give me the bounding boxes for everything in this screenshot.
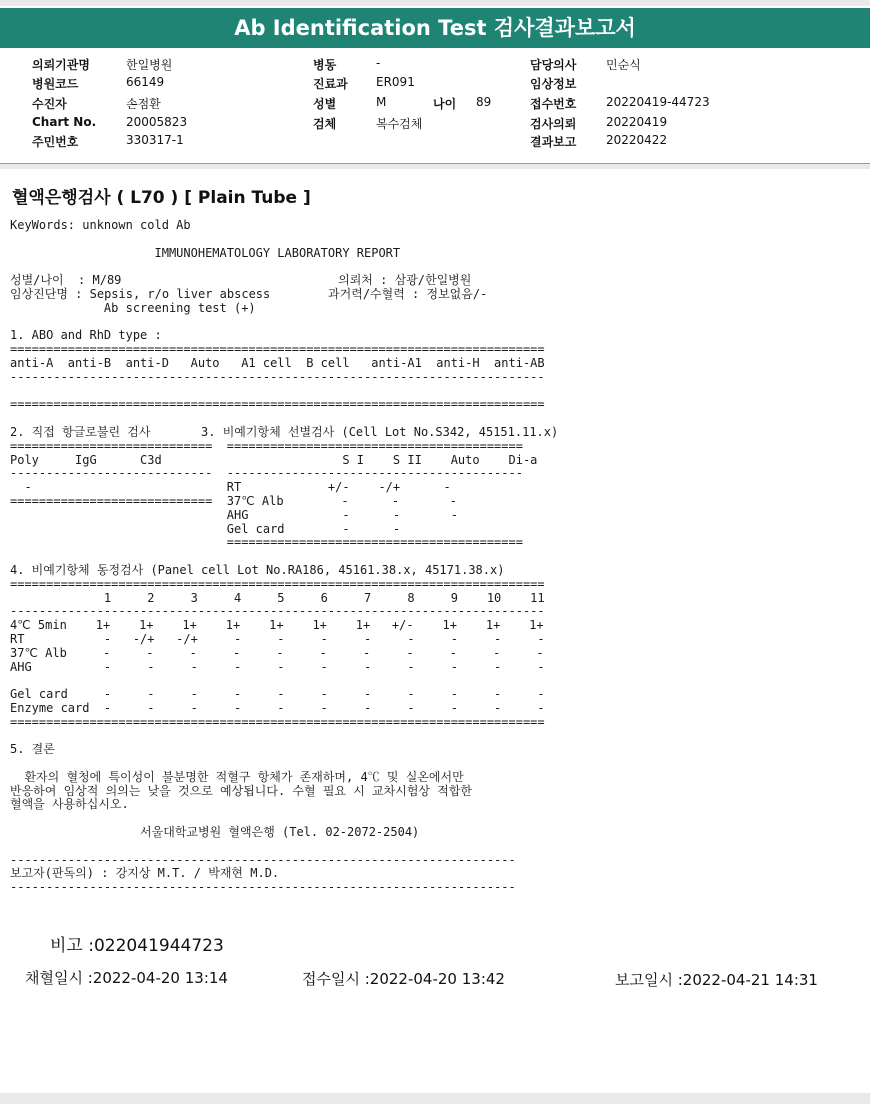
panel-row: Gel card - - - - - - - - - - - (10, 687, 545, 702)
report-datetime-value: 2022-04-21 14:31 (682, 971, 818, 989)
dat-screen-row: - RT +/- -/+ - (10, 480, 451, 495)
ward-label: 병동 (313, 58, 337, 72)
info-line-2: 임상진단명 : Sepsis, r/o liver abscess 과거력/수혈력 : 정보없음/- (10, 286, 488, 301)
request-label: 검사의뢰 (530, 117, 577, 131)
patient-label: 수진자 (32, 97, 67, 111)
institution: 서울대학교병원 혈액은행 (Tel. 02-2072-2504) (10, 825, 420, 840)
dat-screen-row: AHG - - - (10, 507, 458, 522)
abo-rule-mid: -------------------------------------------------------------------------- (10, 369, 545, 384)
dept-label: 진료과 (313, 77, 348, 91)
receipt-datetime (302, 968, 505, 989)
panel-title: 4. 비예기항체 동정검사 (Panel cell Lot No.RA186, 45161.38.x, 45171.38.x) (10, 562, 505, 577)
report-date-label: 결과보고 (530, 135, 577, 149)
abo-rule-top: ========================================================================== (10, 342, 545, 357)
panel-row (10, 674, 558, 688)
dept-value: ER091 (376, 75, 415, 89)
dat-screen-row: ============================ 37℃ Alb - - - (10, 493, 457, 508)
conclusion-line: 반응하여 임상적 의의는 낮을 것으로 예상됩니다. 수혈 필요 시 교차시험상 적합한 (10, 783, 473, 798)
bottom-gray-band (0, 1093, 870, 1104)
clinical-label: 임상정보 (530, 77, 577, 91)
panel-row: 37℃ Alb - - - - - - - - - - - (10, 645, 544, 660)
age-label: 나이 (433, 97, 457, 111)
org-value: 한일병원 (126, 58, 173, 72)
doctor-label: 담당의사 (530, 58, 577, 72)
signature-rule-top: ---------------------------------------------------------------------- (10, 852, 516, 867)
dat-screen-rule-1: ============================ ========================================= (10, 438, 523, 453)
report-date-value: 20220422 (606, 133, 668, 147)
report-datetime-label: 보고일시 : (615, 971, 683, 989)
panel-row: RT - -/+ -/+ - - - - - - - - (10, 631, 545, 646)
conclusion-line: 혈액을 사용하십시오. (10, 797, 129, 812)
abo-rule-bot: ========================================================================== (10, 397, 545, 412)
age-value: 89 (476, 95, 492, 109)
note-label: 비고 : (50, 936, 94, 956)
immunohematology-report (10, 219, 558, 895)
top-gray-band (0, 0, 870, 6)
panel-rule-top: ========================================================================== (10, 576, 545, 591)
receipt-value: 20220419-44723 (606, 95, 710, 109)
chart-label: Chart No. (32, 115, 97, 129)
sex-value: M (376, 95, 387, 109)
dat-screen-rule-2: ---------------------------- ----------------------------------------- (10, 466, 523, 481)
receipt-label: 접수번호 (530, 97, 577, 111)
collect-label: 채혈일시 : (25, 969, 93, 987)
code-label: 병원코드 (32, 77, 79, 91)
org-label: 의뢰기관명 (32, 58, 90, 72)
specimen-value: 복수검체 (376, 117, 423, 131)
specimen-label: 검체 (313, 117, 337, 131)
collect-value: 2022-04-20 13:14 (92, 969, 228, 987)
section-title: 혈액은행검사 ( L70 ) [ Plain Tube ] (12, 188, 311, 208)
note-value: 022041944723 (93, 936, 224, 956)
report-title: Ab Identification Test 검사결과보고서 (0, 8, 870, 48)
note (50, 931, 224, 956)
sex-label: 성별 (313, 97, 337, 111)
panel-row: 4℃ 5min 1+ 1+ 1+ 1+ 1+ 1+ 1+ +/- 1+ 1+ 1+ (10, 618, 544, 633)
panel-row: AHG - - - - - - - - - - - (10, 659, 545, 674)
rrn-label: 주민번호 (32, 135, 79, 149)
keywords: KeyWords: unknown cold Ab (10, 218, 191, 232)
code-value: 66149 (126, 75, 165, 89)
ward-value: - (376, 56, 381, 70)
collect-datetime (25, 967, 228, 988)
conclusion-line: 환자의 혈청에 특이성이 불분명한 적혈구 항체가 존재하며, 4℃ 및 실온에서만 (10, 769, 464, 784)
dat-screen-row: Gel card - - (10, 521, 401, 536)
dat-screen-title: 2. 직접 항글로불린 검사 3. 비예기항체 선별검사 (Cell Lot No.S342, 45151.11.x) (10, 424, 559, 439)
panel-row: Enzyme card - - - - - - - - - - - (10, 700, 545, 715)
rrn-value: 330317-1 (126, 133, 184, 147)
receipt-datetime-label: 접수일시 : (302, 970, 370, 988)
panel-header: 1 2 3 4 5 6 7 8 9 10 11 (10, 590, 545, 605)
dat-screen-rule-3: ========================================= (10, 535, 523, 550)
request-value: 20220419 (606, 115, 668, 129)
receipt-datetime-value: 2022-04-20 13:42 (369, 970, 505, 988)
doctor-value: 민순식 (606, 58, 641, 72)
report-heading: IMMUNOHEMATOLOGY LABORATORY REPORT (10, 245, 401, 260)
dat-screen-header: Poly IgG C3d S I S II Auto Di-a (10, 452, 538, 467)
report-datetime (615, 969, 818, 990)
chart-value: 20005823 (126, 115, 188, 129)
info-line-3: Ab screening test (+) (10, 300, 256, 315)
header-gray-band (0, 164, 870, 169)
info-line-1: 성별/나이 : M/89 의뢰처 : 삼광/한일병원 (10, 273, 472, 288)
patient-value: 손점환 (126, 97, 161, 111)
panel-rule-mid: -------------------------------------------------------------------------- (10, 604, 545, 619)
panel-rule-bot: ========================================================================== (10, 714, 545, 729)
abo-title: 1. ABO and RhD type : (10, 328, 162, 343)
reporter: 보고자(판독의) : 강지상 M.T. / 박재현 M.D. (10, 866, 280, 881)
conclusion-title: 5. 결론 (10, 742, 55, 757)
abo-header: anti-A anti-B anti-D Auto A1 cell B cell anti-A1 anti-H anti-AB (10, 355, 545, 370)
signature-rule-bot: ---------------------------------------------------------------------- (10, 880, 516, 895)
